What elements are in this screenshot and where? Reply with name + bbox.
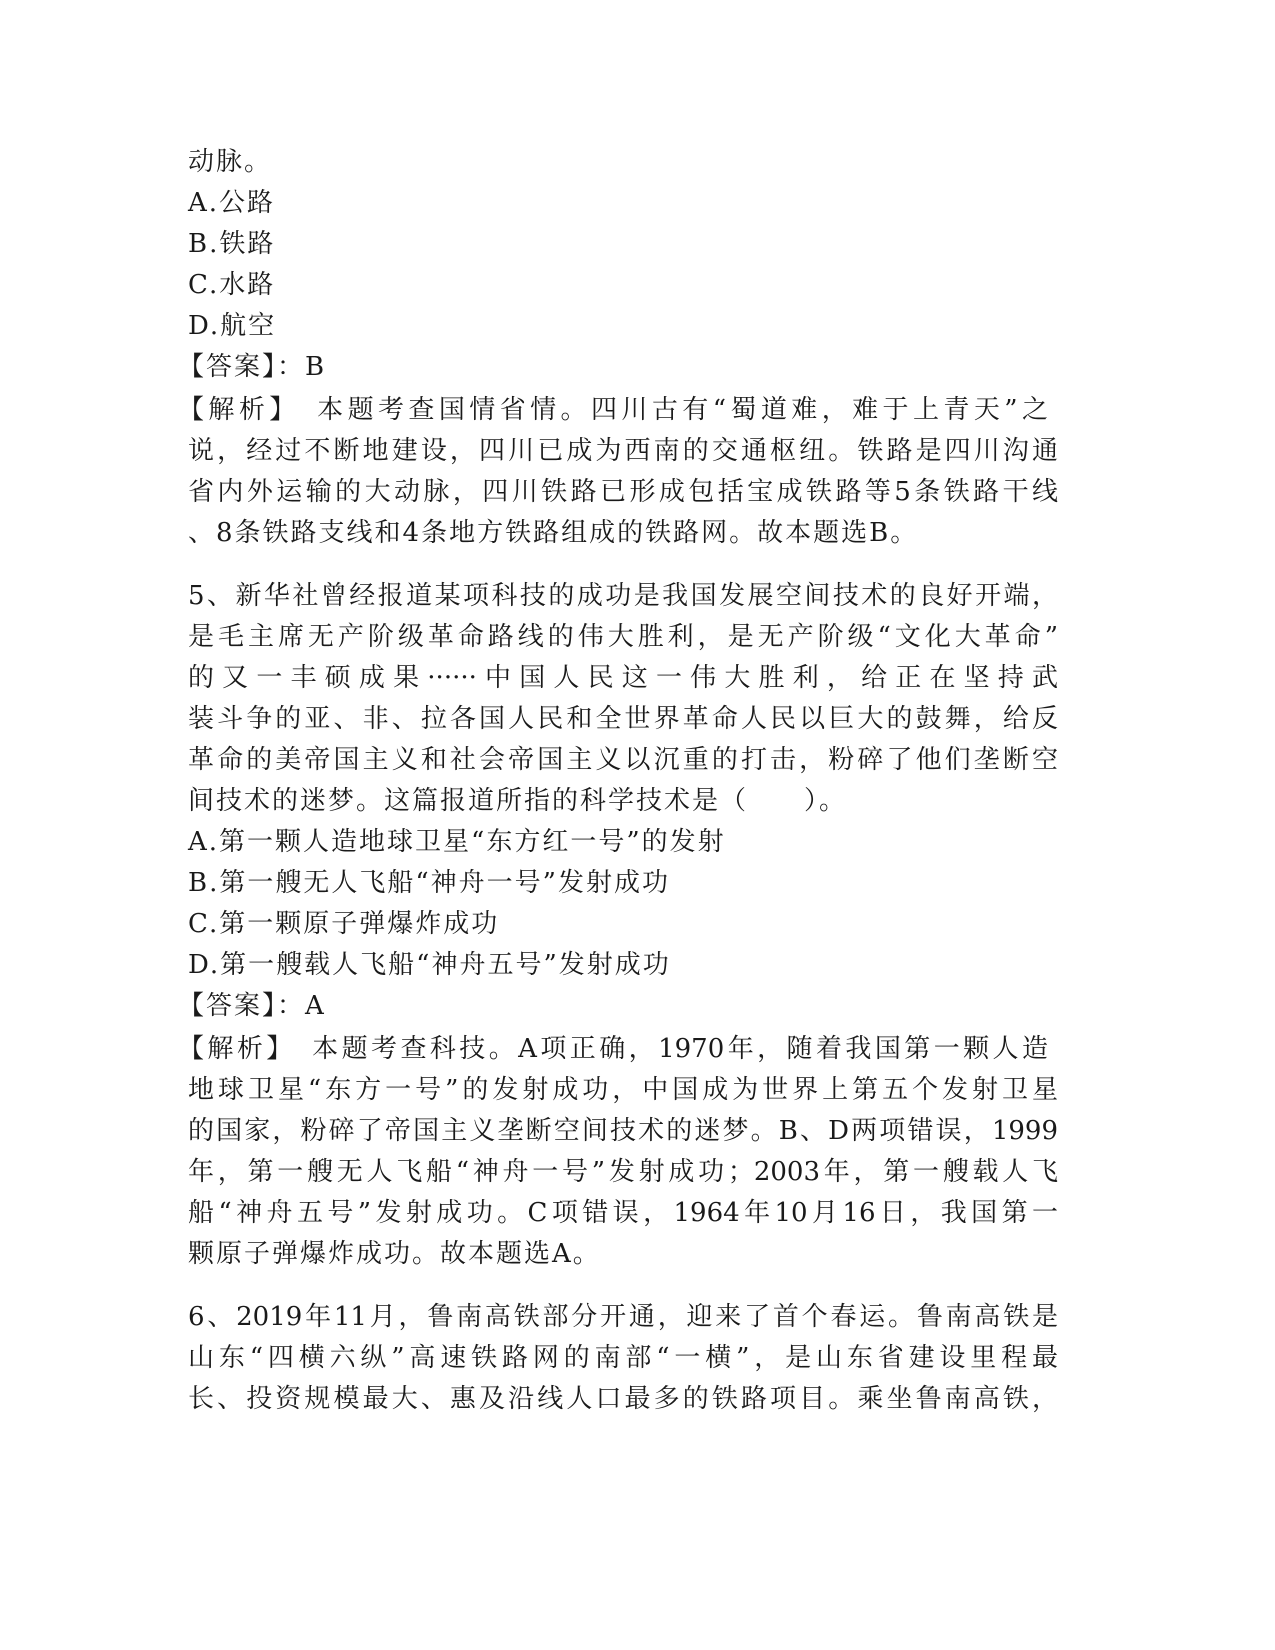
analysis-q4-line-1: 【解析】 本题考查国情省情。四川古有“蜀道难，难于上青天”之 <box>178 395 1048 425</box>
answer-q5: 【答案】：A <box>178 991 326 1021</box>
analysis-q4-line-3: 省内外运输的大动脉，四川铁路已形成包括宝成铁路等5条铁路干线 <box>188 477 1058 507</box>
answer-q4: 【答案】：B <box>178 352 327 382</box>
question-5-line-6: 间技术的迷梦。这篇报道所指的科学技术是（ ）。 <box>188 786 848 816</box>
option-b-q4: B.铁路 <box>188 229 276 259</box>
analysis-q5-line-2: 地球卫星“东方一号”的发射成功，中国成为世界上第五个发射卫星 <box>188 1075 1058 1105</box>
option-a-q5: A.第一颗人造地球卫星“东方红一号”的发射 <box>188 827 726 857</box>
option-b-q5: B.第一艘无人飞船“神舟一号”发射成功 <box>188 868 670 898</box>
text-line-1: 动脉。 <box>188 147 273 177</box>
analysis-q5-line-4: 年，第一艘无人飞船“神舟一号”发射成功；2003年，第一艘载人飞 <box>188 1157 1058 1187</box>
analysis-q5-line-6: 颗原子弹爆炸成功。故本题选A。 <box>188 1239 601 1269</box>
analysis-q5-line-3: 的国家，粉碎了帝国主义垄断空间技术的迷梦。B、D两项错误，1999 <box>188 1116 1058 1146</box>
question-6-line-2: 山东“四横六纵”高速铁路网的南部“一横”，是山东省建设里程最 <box>188 1343 1058 1373</box>
analysis-q4-line-4: 、8条铁路支线和4条地方铁路组成的铁路网。故本题选B。 <box>188 518 919 548</box>
question-5-line-2: 是毛主席无产阶级革命路线的伟大胜利，是无产阶级“文化大革命” <box>188 622 1058 652</box>
option-c-q5: C.第一颗原子弹爆炸成功 <box>188 909 500 939</box>
question-5-line-1: 5、新华社曾经报道某项科技的成功是我国发展空间技术的良好开端， <box>188 581 1058 611</box>
question-5-line-5: 革命的美帝国主义和社会帝国主义以沉重的打击，粉碎了他们垄断空 <box>188 745 1058 775</box>
analysis-q4-line-2: 说，经过不断地建设，四川已成为西南的交通枢纽。铁路是四川沟通 <box>188 436 1058 466</box>
option-d-q4: D.航空 <box>188 311 277 341</box>
question-6-line-1: 6、2019年11月，鲁南高铁部分开通，迎来了首个春运。鲁南高铁是 <box>188 1302 1058 1332</box>
question-6-line-3: 长、投资规模最大、惠及沿线人口最多的铁路项目。乘坐鲁南高铁， <box>188 1384 1058 1414</box>
question-5-line-3: 的又一丰硕成果······中国人民这一伟大胜利，给正在坚持武 <box>188 663 1058 693</box>
question-5-line-4: 装斗争的亚、非、拉各国人民和全世界革命人民以巨大的鼓舞，给反 <box>188 704 1058 734</box>
option-a-q4: A.公路 <box>188 188 276 218</box>
analysis-q5-line-1: 【解析】 本题考查科技。A项正确，1970年，随着我国第一颗人造 <box>178 1034 1048 1064</box>
option-d-q5: D.第一艘载人飞船“神舟五号”发射成功 <box>188 950 671 980</box>
option-c-q4: C.水路 <box>188 270 276 300</box>
analysis-q5-line-5: 船“神舟五号”发射成功。C项错误，1964年10月16日，我国第一 <box>188 1198 1058 1228</box>
